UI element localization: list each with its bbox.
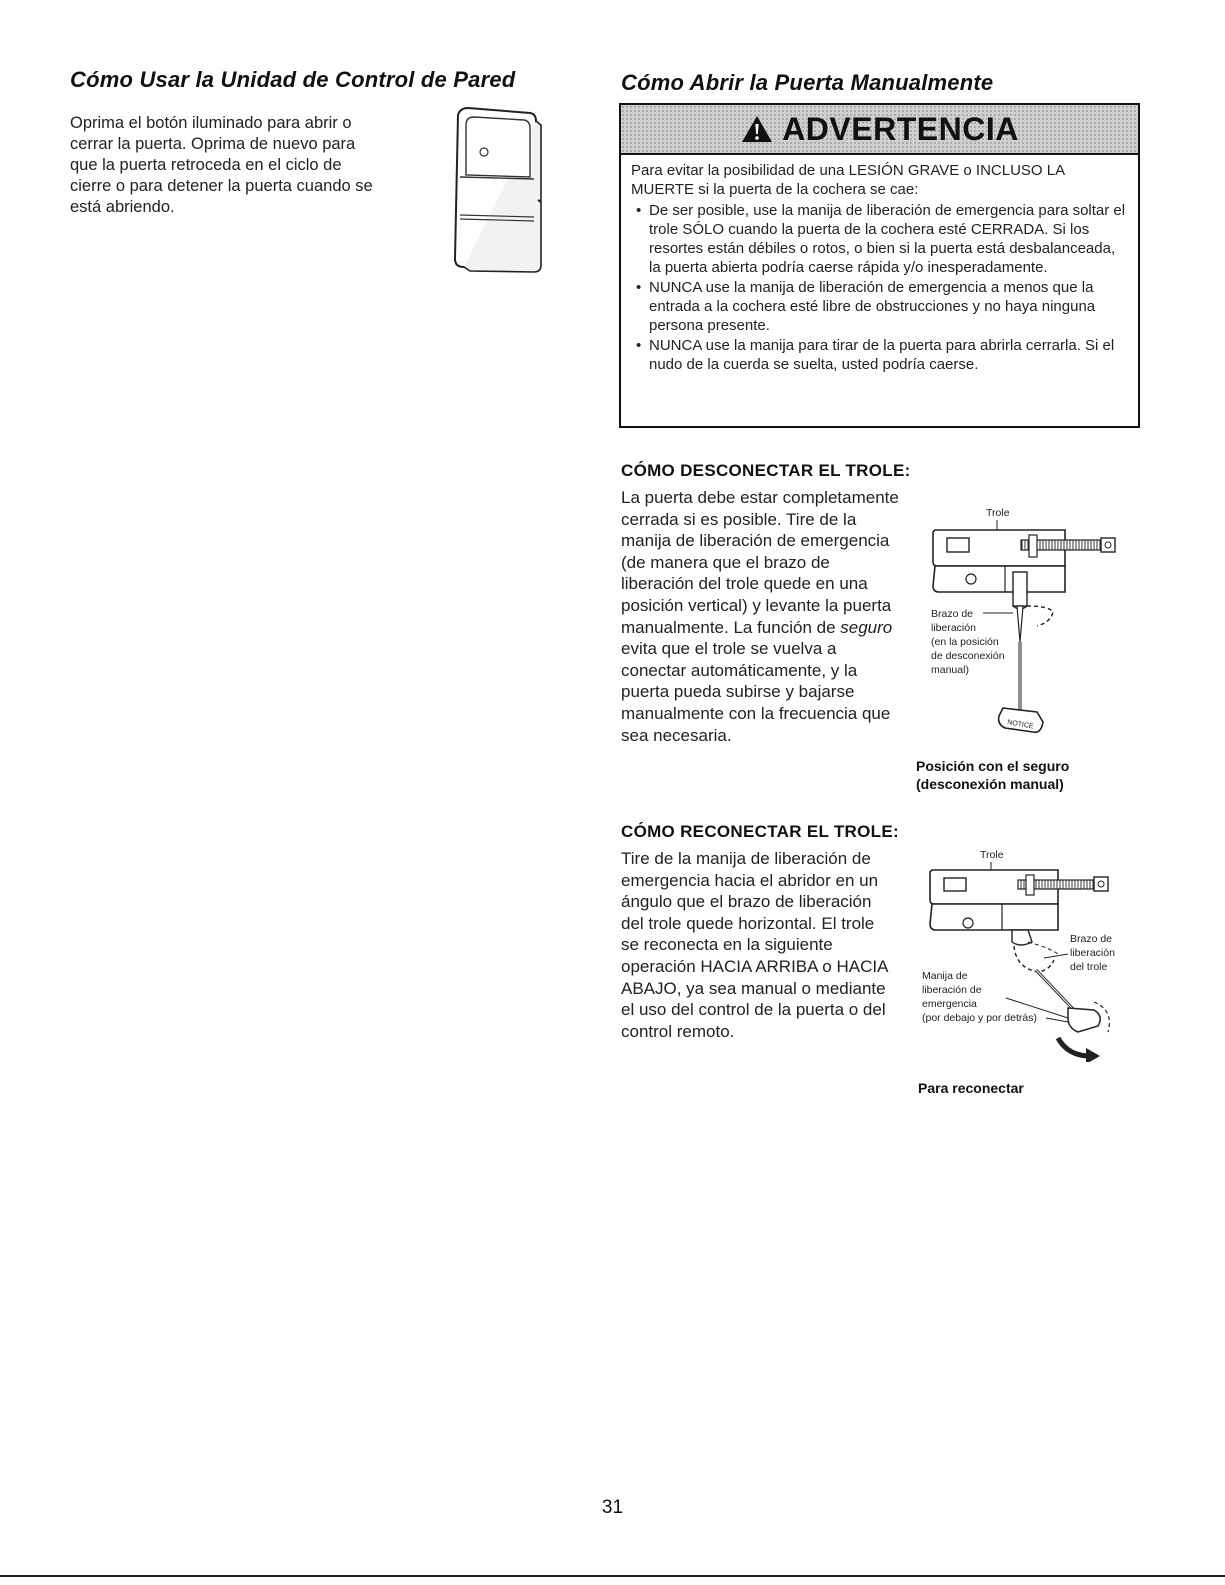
emergency-handle-label: [922, 970, 1037, 1024]
label-line: liberación de: [922, 984, 982, 996]
warning-bullet: • De ser posible, use la manija de liberación de emergencia para soltar el trole SÓLO cuando la puerta de la cochera esté CERRADA. Si los resortes están débiles o rotos, o bien si la puerta está desbalanceada, la puerta abierta podría caerse rápida y/o inesperadamente.: [649, 201, 1130, 277]
text-line: puerta pueda subirse y bajarse: [621, 682, 855, 702]
disconnect-diagram: [925, 502, 1125, 752]
text-line: Oprima el botón iluminado para abrir o: [70, 114, 352, 132]
label-line: (por debajo y por detrás): [922, 1012, 1037, 1024]
label-line: del trole: [1070, 961, 1108, 973]
warning-header: [621, 105, 1138, 155]
text-line: manualmente con la frecuencia que: [621, 703, 891, 723]
text-line: el uso del control de la puerta o del: [621, 1000, 886, 1020]
text-line: cerrada si es posible. Tire de la: [621, 509, 857, 529]
caption-line: Posición con el seguro: [916, 758, 1070, 774]
reconnect-diagram: [918, 842, 1123, 1062]
text-line: está abriendo.: [70, 198, 175, 216]
handle-text: NOTICE: [1006, 719, 1034, 731]
label-line: de desconexión: [931, 650, 1005, 662]
reconnect-instructions: [621, 848, 921, 1042]
text-line: se reconecta en la siguiente: [621, 935, 833, 955]
text-line: que la puerta retroceda en el ciclo de: [70, 156, 342, 174]
text-line: operación HACIA ARRIBA o HACIA: [621, 956, 889, 976]
text-line: Tire de la manija de liberación de: [621, 849, 871, 868]
text-line: emergencia hacia el abridor en un: [621, 870, 879, 890]
trole-label: Trole: [986, 507, 1010, 519]
text-line: control remoto.: [621, 1021, 735, 1041]
warning-bullet: • NUNCA use la manija para tirar de la puerta para abrirla cerrarla. Si el nudo de la cuerda se suelta, usted podría caerse.: [649, 336, 1130, 374]
reconnect-caption: Para reconectar: [918, 1080, 1024, 1096]
text-line: manija de liberación de emergencia: [621, 531, 890, 551]
label-line: emergencia: [922, 998, 977, 1010]
label-line: Manija de: [922, 970, 968, 982]
warning-triangle-icon: [740, 114, 774, 144]
wall-control-illustration: [440, 105, 550, 275]
disconnect-title: CÓMO DESCONECTAR EL TROLE:: [621, 461, 911, 480]
warning-content: [621, 155, 1138, 374]
text-line: ángulo que el brazo de liberación: [621, 892, 872, 912]
manual-open-heading: Cómo Abrir la Puerta Manualmente: [621, 70, 994, 95]
wall-control-instructions: [70, 113, 410, 218]
text-line: conectar automáticamente, y la: [621, 660, 858, 680]
warning-bullet: • NUNCA use la manija de liberación de emergencia a menos que la entrada a la cochera esté libre de obstrucciones y no haya ninguna persona presente.: [649, 278, 1130, 335]
release-arm-label: [1070, 933, 1118, 973]
text-line: evita que el trole se vuelva a: [621, 639, 837, 659]
text-span: manualmente. La función de: [621, 617, 841, 637]
label-line: liberación: [931, 622, 976, 634]
disconnect-caption: [916, 757, 1069, 793]
label-line: Brazo de: [1070, 933, 1113, 945]
text-line: del trole quede horizontal. El trole: [621, 913, 875, 933]
label-line: Brazo de: [931, 608, 974, 620]
text-line: cerrar la puerta. Oprima de nuevo para: [70, 135, 356, 153]
label-line: (en la posición: [931, 636, 999, 648]
text-line: cierre o para detener la puerta cuando se: [70, 177, 373, 195]
text-line: [621, 617, 921, 639]
bottom-rule: [0, 1575, 1225, 1577]
reconnect-title: CÓMO RECONECTAR EL TROLE:: [621, 822, 899, 841]
warning-list: [631, 201, 1130, 374]
label-line: manual): [931, 664, 969, 676]
release-arm-label: [931, 608, 1007, 676]
emphasized-word: seguro: [840, 617, 893, 637]
disconnect-instructions: [621, 487, 921, 746]
warning-intro: Para evitar la posibilidad de una LESIÓN GRAVE o INCLUSO LA MUERTE si la puerta de la cochera se cae:: [631, 162, 1065, 198]
page-number: 31: [601, 1497, 624, 1518]
text-line: La puerta debe estar completamente: [621, 488, 899, 507]
text-line: ABAJO, ya sea manual o mediante: [621, 978, 886, 998]
warning-title: ADVERTENCIA: [782, 110, 1019, 147]
label-line: liberación: [1070, 947, 1115, 959]
warning-box: [619, 103, 1140, 428]
text-line: liberación del trole quede en una: [621, 574, 868, 594]
text-line: (de manera que el brazo de: [621, 552, 830, 572]
trole-label: Trole: [980, 849, 1004, 861]
caption-line: (desconexión manual): [916, 776, 1064, 792]
wall-control-heading: Cómo Usar la Unidad de Control de Pared: [70, 67, 516, 92]
text-line: posición vertical) y levante la puerta: [621, 595, 892, 615]
text-line: sea necesaria.: [621, 725, 732, 745]
